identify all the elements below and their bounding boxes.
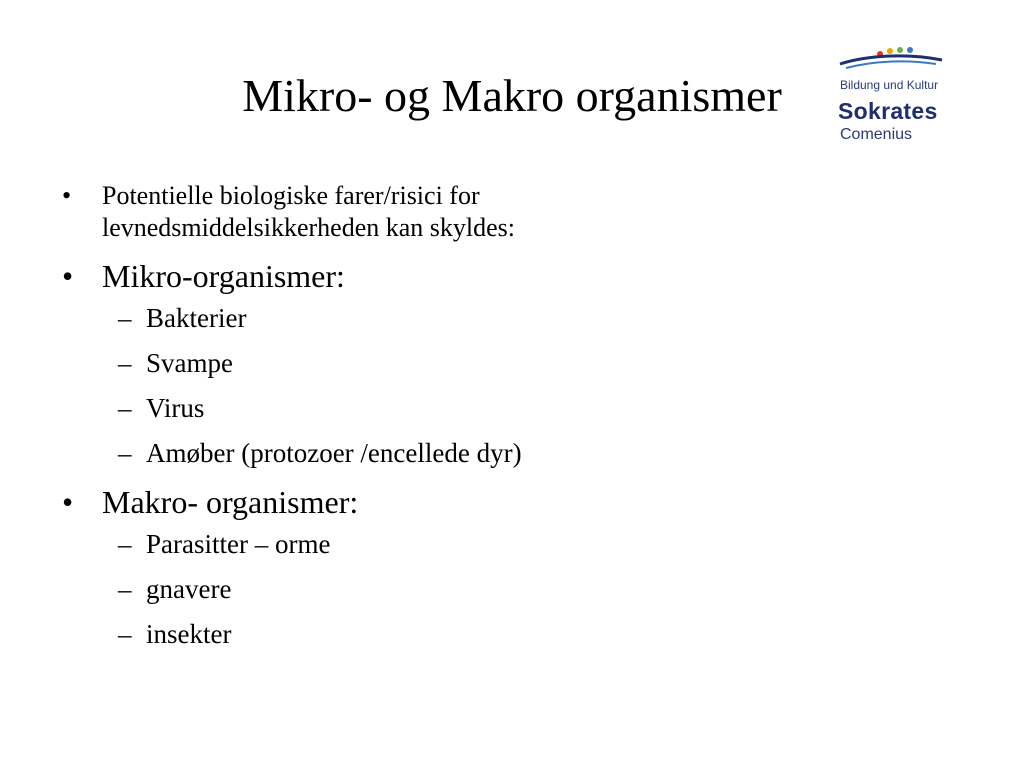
bullet-marker: • xyxy=(62,484,74,520)
bullet-marker: • xyxy=(62,258,74,294)
logo-dot-green xyxy=(897,47,903,53)
dash-marker: – xyxy=(118,393,132,423)
slide-title: Mikro- og Makro organismer xyxy=(242,70,782,121)
sub-item xyxy=(56,392,956,424)
bullet-item-macro xyxy=(56,482,956,522)
bullet-text-line2: levnedsmiddelsikkerheden kan skyldes: xyxy=(102,213,516,242)
sub-item-text: Bakterier xyxy=(146,303,247,333)
sub-item-text: insekter xyxy=(146,619,232,649)
logo-dot-orange xyxy=(887,48,893,54)
logo-swoosh-line-light xyxy=(846,61,936,68)
logo-name: Sokrates xyxy=(838,98,938,124)
sub-item-text: Amøber (protozoer /encellede dyr) xyxy=(146,438,522,468)
sub-item-text: Parasitter – orme xyxy=(146,529,331,559)
dash-marker: – xyxy=(118,574,132,604)
logo-dot-blue xyxy=(907,47,913,53)
sub-item-text: gnavere xyxy=(146,574,232,604)
bullet-item-micro xyxy=(56,256,956,296)
sub-item-text: Svampe xyxy=(146,348,233,378)
logo-swoosh-icon xyxy=(832,40,972,80)
dash-marker: – xyxy=(118,438,132,468)
dash-marker: – xyxy=(118,529,132,559)
sub-item xyxy=(56,302,956,334)
sub-item-text: Virus xyxy=(146,393,205,423)
bullet-item-risks xyxy=(56,180,956,244)
bullet-list xyxy=(56,180,956,663)
bullet-text-line1: Potentielle biologiske farer/risici for xyxy=(102,181,480,210)
bullet-marker: • xyxy=(62,181,72,210)
dash-marker: – xyxy=(118,303,132,333)
bullet-text: Mikro-organismer: xyxy=(102,258,345,294)
dash-marker: – xyxy=(118,348,132,378)
logo-tagline: Bildung und Kultur xyxy=(840,78,939,92)
sub-item xyxy=(56,528,956,560)
sokrates-comenius-logo xyxy=(832,40,972,152)
sub-item xyxy=(56,618,956,650)
logo-program: Comenius xyxy=(840,126,913,143)
sub-item xyxy=(56,347,956,379)
dash-marker: – xyxy=(118,619,132,649)
sub-item xyxy=(56,437,956,469)
sub-item xyxy=(56,573,956,605)
bullet-text: Makro- organismer: xyxy=(102,484,359,520)
